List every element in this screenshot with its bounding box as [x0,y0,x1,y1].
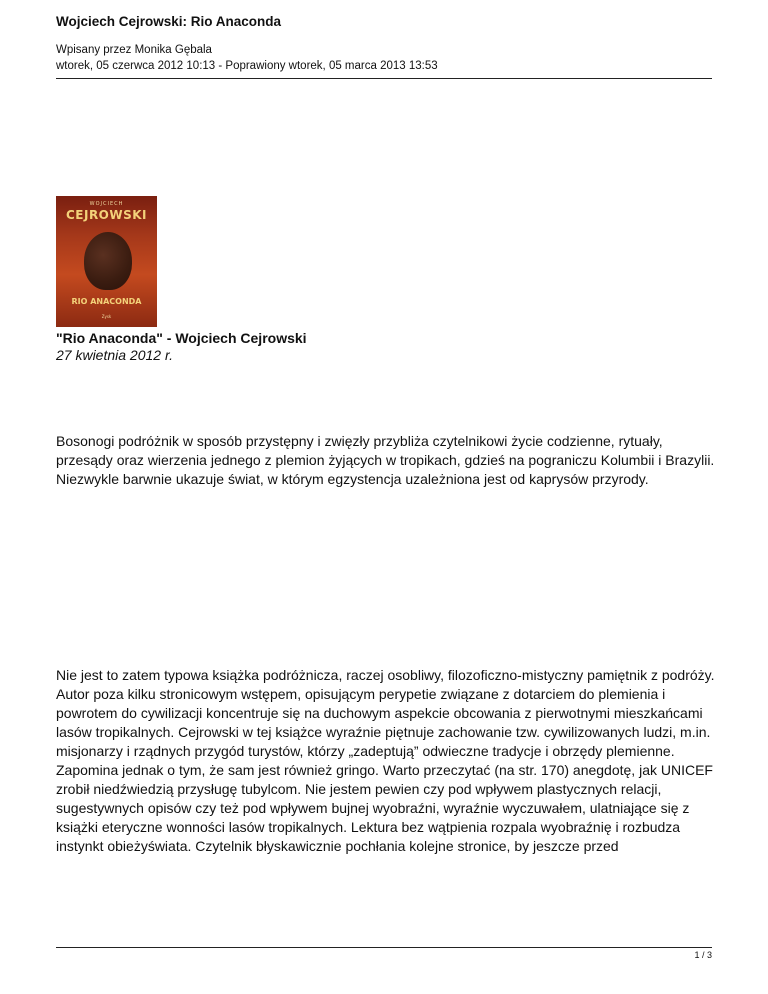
header-divider [56,78,712,79]
cover-title: RIO ANACONDA [71,297,142,306]
book-cover-image [56,196,157,327]
cover-author: CEJROWSKI [65,208,148,222]
cover-portrait [84,232,132,290]
paragraph-review: Nie jest to zatem typowa książka podróżnicza, raczej osobliwy, filozoficzno-mistyczny pamiętnik z podróży. Autor poza kilku stronicowym wstępem, opisującym perypetie związane z dotarciem do plemienia i powrotem do cywilizacji koncentruje się na duchowym aspekcie obcowania z pierwotnymi mieszkańcami lasów tropikalnych. Cejrowski w tej książce wyraźnie piętnuje zachowanie tzw. cywilizowanych ludzi, m.in. misjonarzy i rządnych przygód turystów, którzy „zadeptują” odwieczne tradycje i obrzędy plemienne. Zapomina jednak o tym, że sam jest również gringo. Warto przeczytać (na str. 170) anegdotę, jak UNICEF zrobił niedźwiedzią przysługę tubylcom. Nie jestem pewien czy pod wpływem plastycznych relacji, sugestywnych opisów czy też pod wpływem bujnej wyobraźni, wyraźnie wyczuwałem, ulatniające się z książki eteryczne wonności lasów tropikalnych. Lektura bez wątpienia rozpala wyobraźnię i rozbudza instynkt obieżyświata. Czytelnik błyskawicznie pochłania kolejne stronice, by jeszcze przed [56,667,715,854]
paragraph-intro: Bosonogi podróżnik w sposób przystępny i zwięzły przybliża czytelnikowi życie codzienne, rytuały, przesądy oraz wierzenia jednego z plemion żyjących w tropikach, gdzieś na pograniczu Kolumbii i Brazylii. Niezwykle barwnie ukazuje świat, w którym egzystencja uzależniona jest od kaprysów przyrody. [56,433,715,487]
book-date: 27 kwietnia 2012 r. [56,347,173,363]
author-line: Wpisany przez Monika Gębala [56,44,212,56]
cover-author-small: WOJCIECH [89,201,124,207]
dates-line: wtorek, 05 czerwca 2012 10:13 - Poprawiony wtorek, 05 marca 2013 13:53 [56,60,438,72]
page-number: 1 / 3 [694,950,712,960]
book-heading: "Rio Anaconda" - Wojciech Cejrowski [56,330,307,346]
page-title: Wojciech Cejrowski: Rio Anaconda [56,14,282,29]
cover-publisher: Zysk [101,314,112,319]
footer-divider [56,947,712,948]
